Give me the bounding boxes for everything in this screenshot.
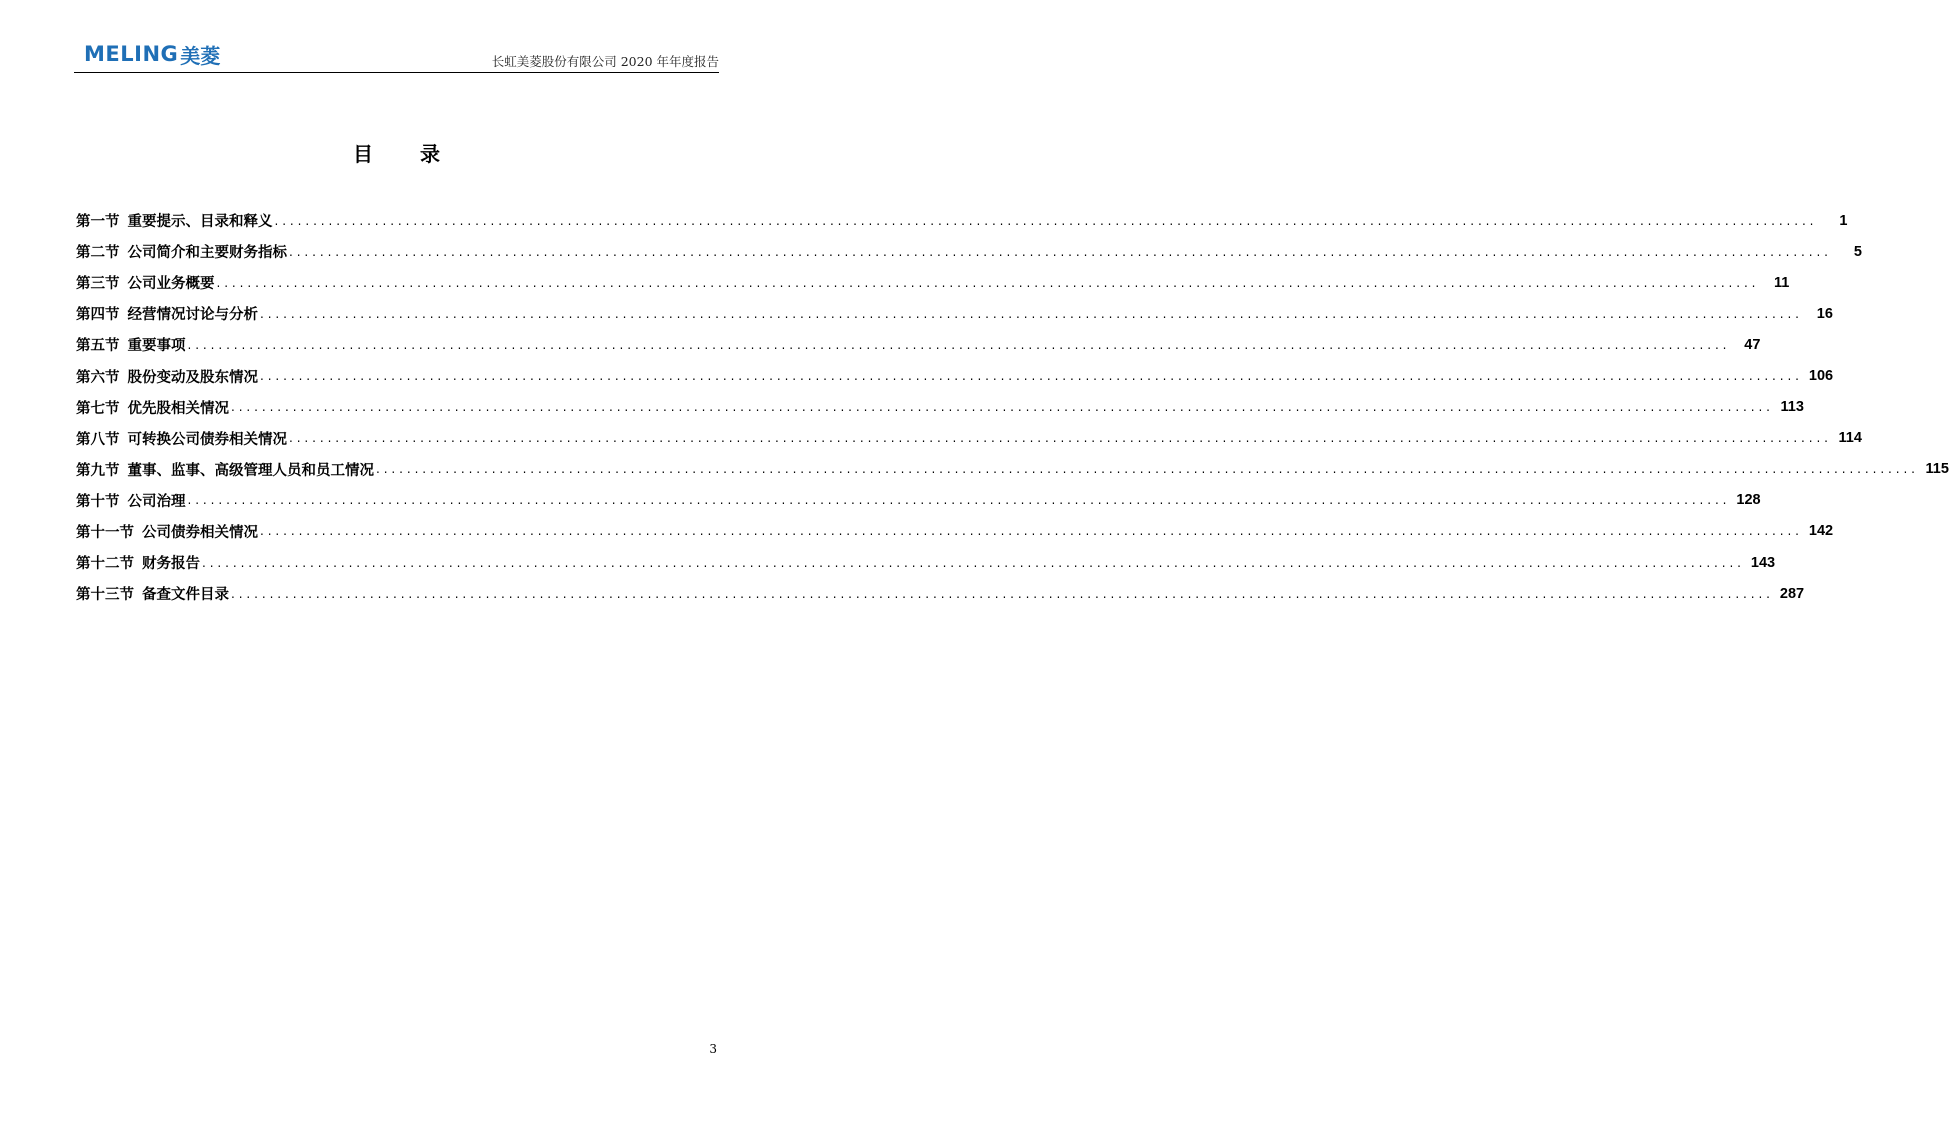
toc-entry[interactable]	[76, 454, 1949, 485]
toc-section-number: 第二节	[76, 244, 120, 262]
toc-dot-leader: ........................................................................................................................................................................................................	[216, 275, 1760, 290]
toc-page-number: 47	[1744, 336, 1761, 353]
toc-dot-leader: ........................................................................................................................................................................................................	[202, 555, 1745, 570]
toc-dot-leader: ........................................................................................................................................................................................................	[187, 337, 1731, 352]
toc-entry[interactable]	[76, 547, 1776, 578]
toc-page-number: 143	[1750, 554, 1776, 571]
toc-page-number: 128	[1736, 492, 1761, 509]
toc-page-number: 115	[1925, 461, 1949, 478]
toc-dot-leader: ........................................................................................................................................................................................................	[231, 400, 1774, 415]
toc-section-title: 股份变动及股东情况	[127, 368, 258, 386]
toc-page-number: 106	[1808, 368, 1834, 385]
toc-section-number: 第六节	[76, 368, 120, 386]
toc-entry[interactable]	[76, 298, 1833, 329]
toc-section-title: 重要提示、目录和释义	[127, 213, 273, 231]
toc-section-number: 第七节	[76, 399, 120, 417]
page-number: 3	[709, 1042, 717, 1056]
toc-section-title: 董事、监事、高级管理人员和员工情况	[127, 461, 374, 479]
toc-entry[interactable]	[76, 423, 1862, 454]
toc-section-number: 第九节	[76, 461, 120, 479]
toc-page-number: 113	[1780, 399, 1804, 416]
page-header	[0, 0, 793, 80]
toc-section-number: 第十一节	[76, 523, 134, 541]
toc-page-number: 1	[1839, 212, 1848, 229]
toc-dot-leader: ........................................................................................................................................................................................................	[187, 493, 1731, 508]
logo-wordmark: MELING	[84, 42, 179, 66]
toc-page-number: 287	[1779, 585, 1805, 602]
toc-entry[interactable]	[76, 516, 1834, 547]
toc-section-title: 财务报告	[142, 555, 200, 573]
report-name: 长虹美菱股份有限公司 2020 年年度报告	[491, 54, 719, 69]
toc-section-title: 可转换公司债券相关情况	[127, 430, 287, 448]
table-of-contents	[76, 205, 1949, 609]
toc-section-title: 公司债券相关情况	[142, 523, 258, 541]
toc-section-number: 第八节	[76, 430, 120, 448]
toc-page-number: 16	[1816, 305, 1833, 322]
toc-entry[interactable]	[76, 205, 1848, 236]
toc-section-number: 第十三节	[76, 586, 134, 604]
toc-section-title: 公司治理	[127, 492, 186, 510]
toc-dot-leader: ........................................................................................................................................................................................................	[260, 306, 1803, 321]
toc-section-number: 第三节	[76, 275, 120, 293]
logo-chinese-name: 美菱	[180, 43, 221, 68]
toc-section-title: 公司业务概要	[127, 275, 215, 293]
toc-entry[interactable]	[76, 236, 1862, 267]
toc-section-number: 第一节	[76, 213, 120, 231]
toc-entry[interactable]	[76, 578, 1805, 609]
toc-section-title: 经营情况讨论与分析	[127, 306, 258, 324]
toc-dot-leader: ........................................................................................................................................................................................................	[231, 586, 1774, 601]
toc-section-number: 第十二节	[76, 555, 134, 573]
toc-dot-leader: ........................................................................................................................................................................................................	[260, 524, 1803, 539]
toc-entry[interactable]	[76, 392, 1804, 423]
toc-page-number: 5	[1853, 243, 1862, 260]
toc-page-number: 142	[1808, 523, 1834, 540]
toc-section-title: 重要事项	[127, 337, 186, 355]
toc-section-title: 公司简介和主要财务指标	[127, 244, 287, 262]
toc-dot-leader: ........................................................................................................................................................................................................	[289, 431, 1832, 446]
toc-section-title: 备查文件目录	[142, 586, 229, 604]
toc-section-title: 优先股相关情况	[127, 399, 229, 417]
company-logo	[84, 41, 220, 67]
toc-dot-leader: ........................................................................................................................................................................................................	[376, 462, 1919, 477]
toc-entry[interactable]	[76, 485, 1761, 516]
toc-title: 目 录	[353, 142, 460, 166]
toc-section-number: 第十节	[76, 492, 120, 510]
toc-dot-leader: ........................................................................................................................................................................................................	[274, 213, 1818, 228]
toc-page-number: 11	[1774, 274, 1790, 291]
toc-dot-leader: ........................................................................................................................................................................................................	[260, 369, 1803, 384]
toc-entry[interactable]	[76, 360, 1834, 391]
toc-section-number: 第四节	[76, 306, 120, 324]
toc-page-number: 114	[1838, 430, 1862, 447]
toc-dot-leader: ........................................................................................................................................................................................................	[289, 244, 1832, 259]
toc-entry[interactable]	[76, 329, 1761, 360]
toc-entry[interactable]	[76, 267, 1790, 298]
toc-section-number: 第五节	[76, 337, 120, 355]
header-divider	[74, 72, 719, 73]
